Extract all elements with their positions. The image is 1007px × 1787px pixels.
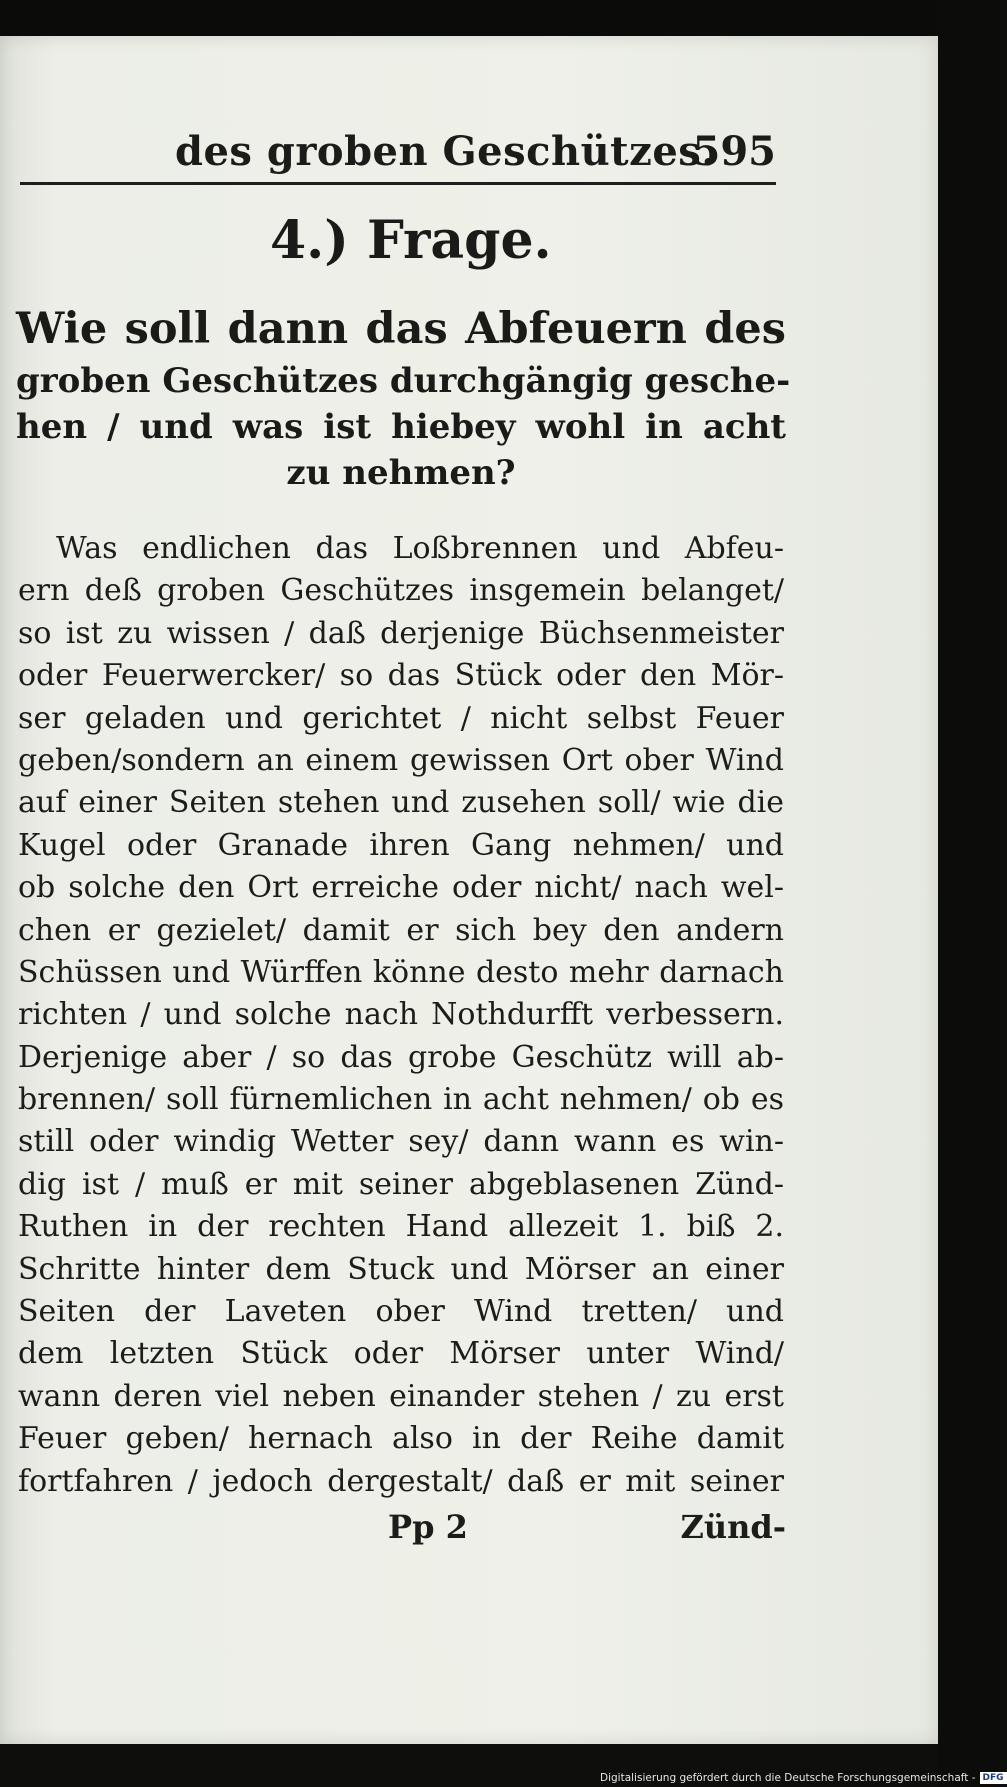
page-number: 595 <box>692 128 776 175</box>
catchword: Zünd- <box>680 1508 786 1546</box>
text-line: auf einer Seiten stehen und zusehen soll/ wie die <box>18 785 784 821</box>
question-title-line: zu nehmen? <box>286 453 516 493</box>
page-header <box>20 120 776 178</box>
text-line: Schritte hinter dem Stuck und Mörser an einer <box>18 1251 784 1287</box>
header-rule <box>20 182 776 185</box>
text-line: dig ist / muß er mit seiner abgeblasenen Zünd- <box>18 1166 784 1202</box>
text-line: Derjenige aber / so das grobe Geschütz will ab- <box>18 1039 784 1075</box>
question-title-line: Wie soll dann das Abfeuern des <box>16 304 786 354</box>
text-line: dem letzten Stück oder Mörser unter Wind/ <box>18 1336 784 1372</box>
page-footer-catchwords <box>380 1508 786 1552</box>
text-line: geben/sondern an einem gewissen Ort ober Wind <box>18 742 784 778</box>
text-line: brennen/ soll fürnemlichen in acht nehmen/ ob es <box>18 1082 784 1118</box>
text-line: Kugel oder Granade ihren Gang nehmen/ und <box>18 827 784 863</box>
running-head: des groben Geschützes. <box>175 128 716 175</box>
text-line: wann deren viel neben einander stehen / zu erst <box>18 1378 784 1414</box>
text-line: ern deß groben Geschützes insgemein belanget/ <box>18 573 784 609</box>
text-line: Ruthen in der rechten Hand allezeit 1. biß 2. <box>18 1209 784 1245</box>
question-number: 4.) Frage. <box>270 210 552 271</box>
scan-top-border <box>0 0 1000 38</box>
question-title <box>16 300 791 496</box>
question-title-line: hen / und was ist hiebey wohl in acht <box>16 407 786 447</box>
text-line: Feuer geben/ hernach also in der Reihe damit <box>18 1421 784 1457</box>
text-line: fortfahren / jedoch dergestalt/ daß er mit seiner <box>18 1463 784 1499</box>
body-text <box>18 528 784 1503</box>
text-line: richten / und solche nach Nothdurfft verbessern. <box>18 997 784 1033</box>
scan-right-border <box>938 0 1000 1787</box>
text-line: so ist zu wissen / daß derjenige Büchsenmeister <box>18 615 784 651</box>
text-line: Seiten der Laveten ober Wind tretten/ und <box>18 1294 784 1330</box>
credit-text: Digitalisierung gefördert durch die Deutsche Forschungsgemeinschaft - <box>600 1772 976 1784</box>
text-line: oder Feuerwercker/ so das Stück oder den Mör- <box>18 658 784 694</box>
text-line: Schüssen und Würffen könne desto mehr darnach <box>18 954 784 990</box>
text-line: ser geladen und gerichtet / nicht selbst Feuer <box>18 700 784 736</box>
signature-mark: Pp 2 <box>388 1508 468 1546</box>
text-line: Was endlichen das Loßbrennen und Abfeu- <box>56 531 784 566</box>
question-title-line: groben Geschützes durchgängig gesche- <box>16 361 791 401</box>
dfg-logo: DFG <box>980 1772 1007 1784</box>
text-line: still oder windig Wetter sey/ dann wann es win- <box>18 1124 784 1160</box>
text-line: ob solche den Ort erreiche oder nicht/ nach wel- <box>18 870 784 906</box>
text-line: chen er gezielet/ damit er sich bey den andern <box>18 912 784 948</box>
digitization-credit <box>600 1770 1004 1786</box>
